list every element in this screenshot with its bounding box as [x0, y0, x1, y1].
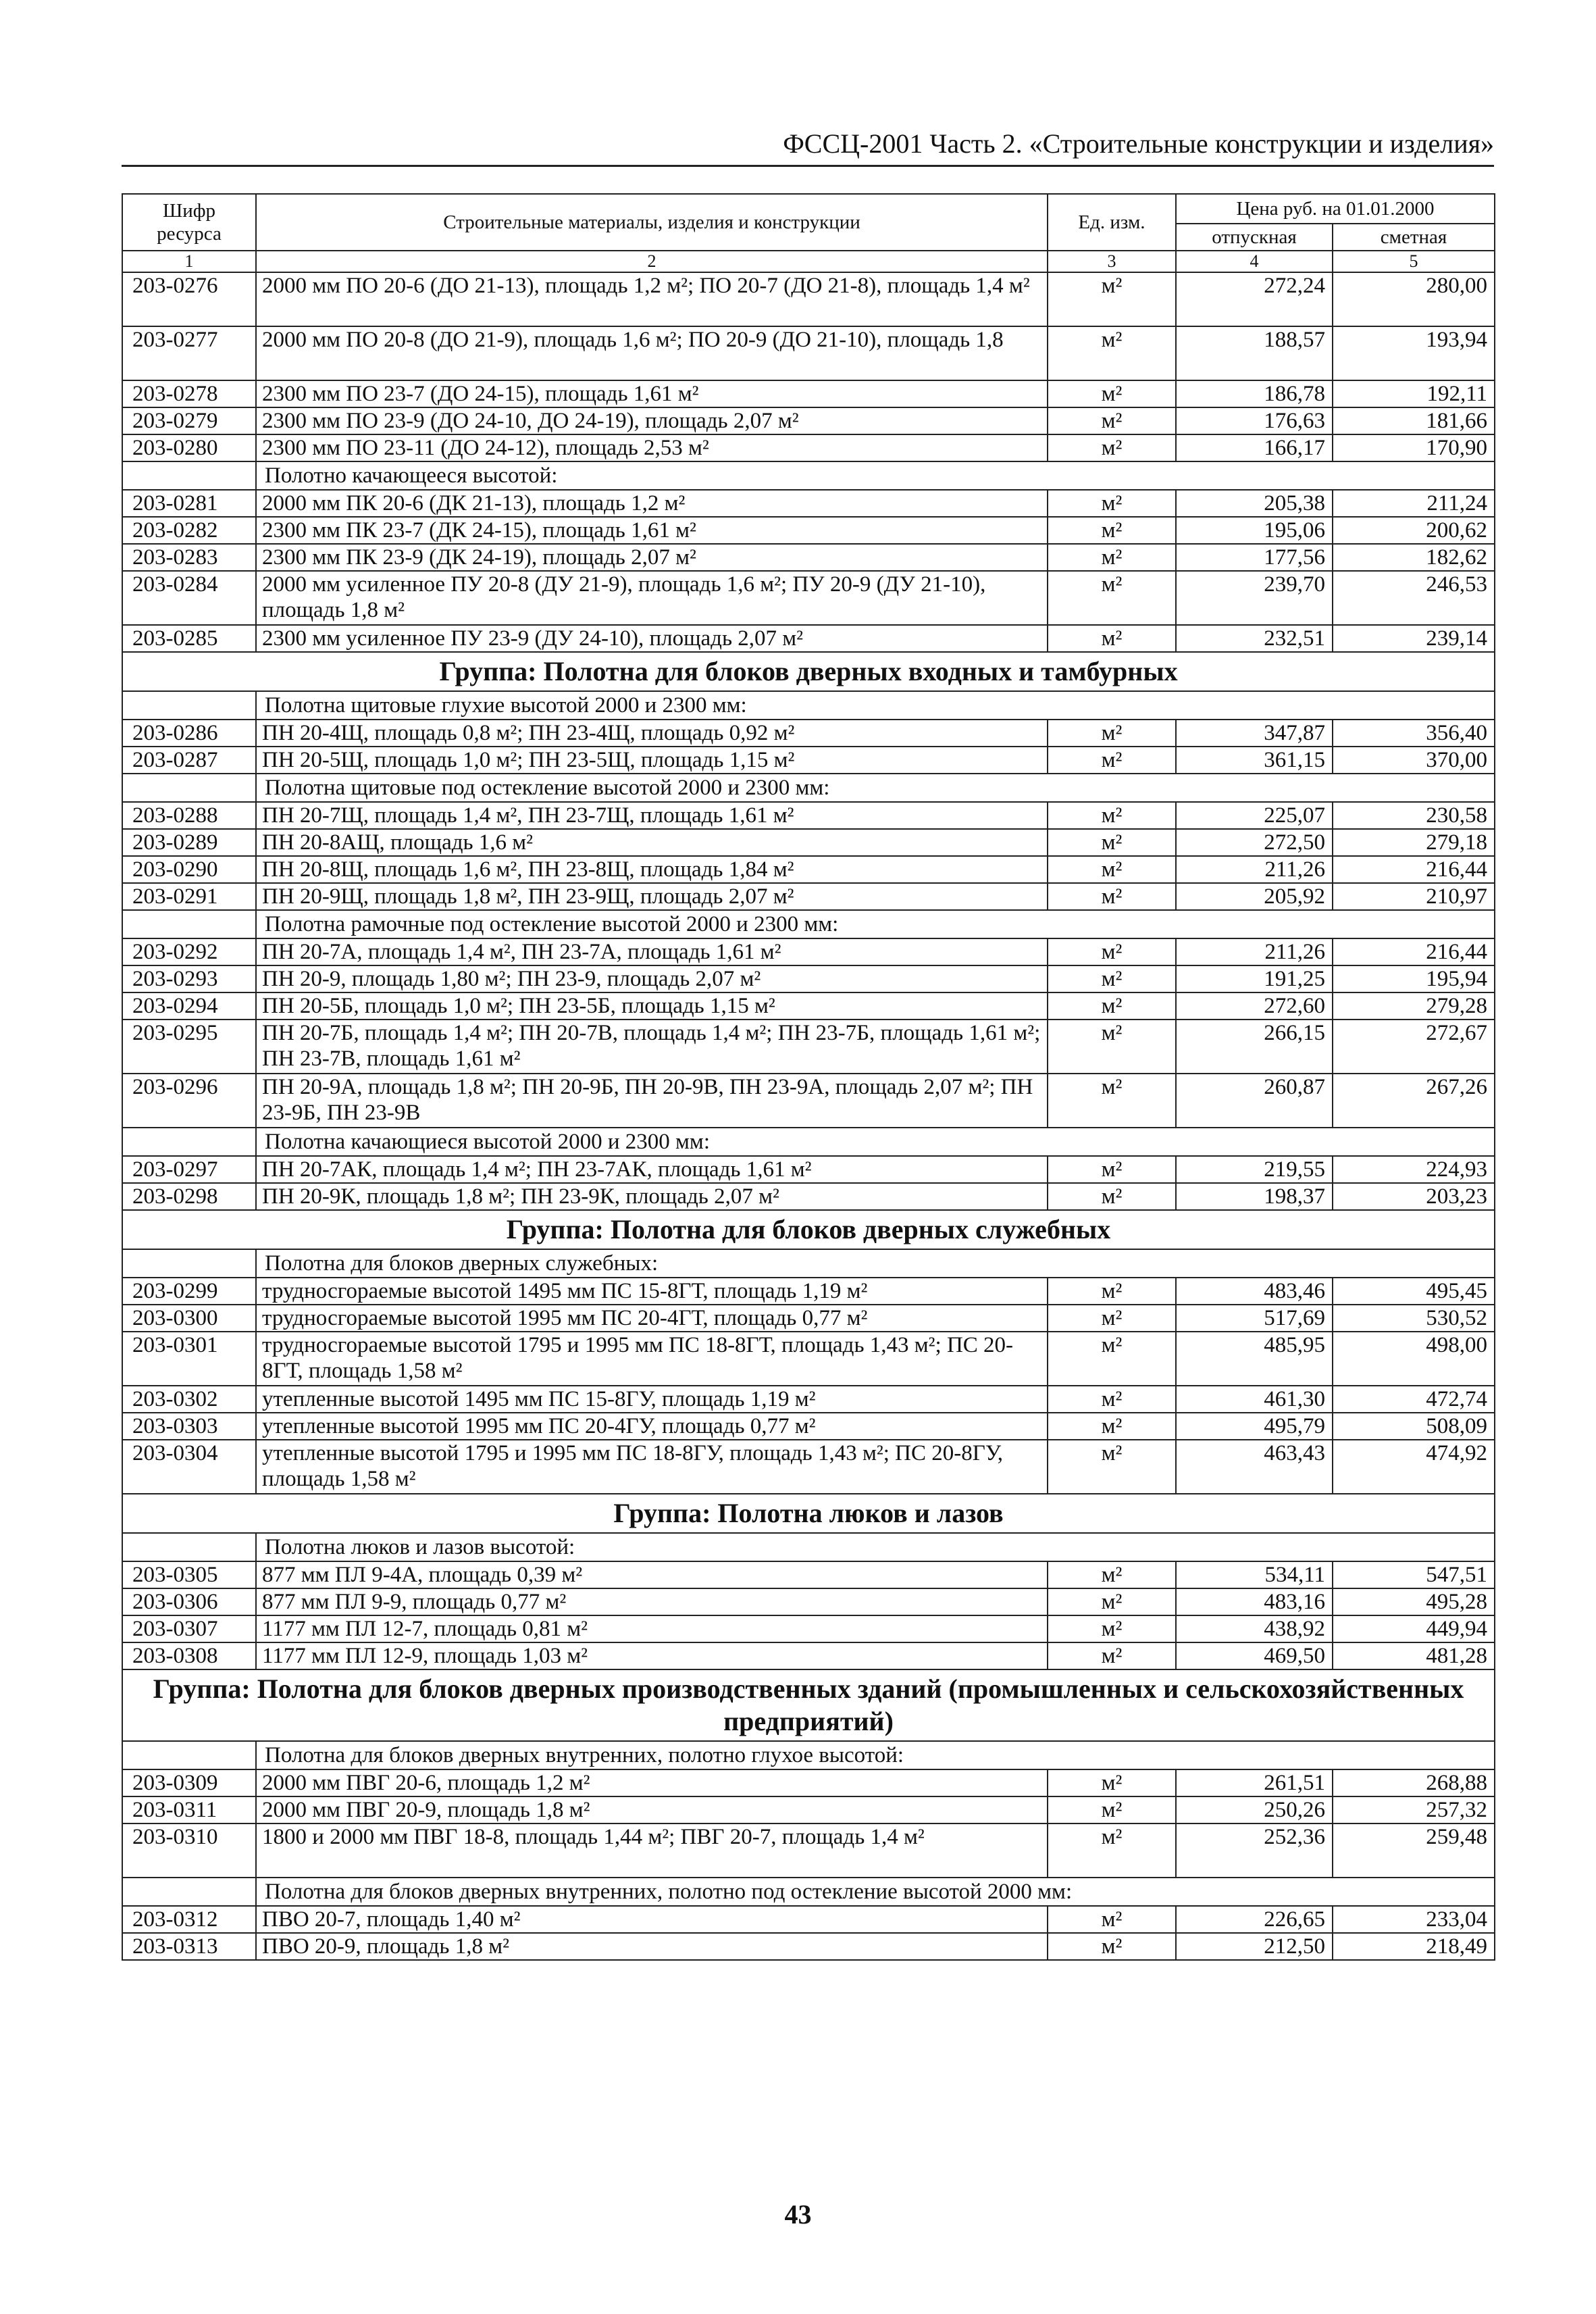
table-row — [122, 1615, 1495, 1642]
resource-code: 203-0296 — [122, 1074, 256, 1128]
item-name: ПН 20-7Щ, площадь 1,4 м², ПН 23-7Щ, площадь 1,61 м² — [256, 802, 1048, 829]
resource-code: 203-0295 — [122, 1020, 256, 1074]
table-row — [122, 1933, 1495, 1960]
price-release: 195,06 — [1176, 517, 1333, 544]
unit: м² — [1048, 490, 1176, 517]
resource-code: 203-0298 — [122, 1183, 256, 1210]
resource-code: 203-0287 — [122, 747, 256, 774]
price-estimate: 224,93 — [1333, 1156, 1495, 1183]
table-row — [122, 1588, 1495, 1615]
price-release: 272,24 — [1176, 272, 1333, 326]
unit: м² — [1048, 938, 1176, 965]
table-row — [122, 1796, 1495, 1823]
price-release: 461,30 — [1176, 1386, 1333, 1413]
item-name: ПН 20-7АК, площадь 1,4 м²; ПН 23-7АК, площадь 1,61 м² — [256, 1156, 1048, 1183]
resource-code: 203-0300 — [122, 1305, 256, 1332]
item-name: ПВО 20-7, площадь 1,40 м² — [256, 1906, 1048, 1933]
item-name: ПН 20-9А, площадь 1,8 м²; ПН 20-9Б, ПН 20-9В, ПН 23-9А, площадь 2,07 м²; ПН 23-9Б, ПН 23-9В — [256, 1074, 1048, 1128]
item-name: 2300 мм ПО 23-7 (ДО 24-15), площадь 1,61 м² — [256, 380, 1048, 407]
table-row — [122, 1440, 1495, 1494]
group-heading: Группа: Полотна люков и лазов — [122, 1494, 1495, 1533]
price-estimate: 356,40 — [1333, 720, 1495, 747]
table-row — [122, 326, 1495, 380]
subheading-text: Полотна для блоков дверных внутренних, полотно под остекление высотой 2000 мм: — [256, 1878, 1495, 1906]
resource-code: 203-0282 — [122, 517, 256, 544]
resource-code: 203-0277 — [122, 326, 256, 380]
price-release: 534,11 — [1176, 1561, 1333, 1588]
price-release: 232,51 — [1176, 625, 1333, 652]
unit: м² — [1048, 1305, 1176, 1332]
table-row — [122, 1305, 1495, 1332]
resource-code: 203-0283 — [122, 544, 256, 571]
item-name: 1177 мм ПЛ 12-7, площадь 0,81 м² — [256, 1615, 1048, 1642]
price-estimate: 210,97 — [1333, 883, 1495, 910]
price-release: 211,26 — [1176, 856, 1333, 883]
table-row — [122, 1278, 1495, 1305]
unit: м² — [1048, 1440, 1176, 1494]
unit: м² — [1048, 720, 1176, 747]
price-estimate: 192,11 — [1333, 380, 1495, 407]
table-row — [122, 1823, 1495, 1878]
column-number: 3 — [1048, 251, 1176, 272]
price-release: 212,50 — [1176, 1933, 1333, 1960]
unit: м² — [1048, 625, 1176, 652]
price-estimate: 267,26 — [1333, 1074, 1495, 1128]
empty-cell — [122, 910, 256, 938]
unit: м² — [1048, 1933, 1176, 1960]
price-release: 517,69 — [1176, 1305, 1333, 1332]
table-row — [122, 1642, 1495, 1669]
unit: м² — [1048, 802, 1176, 829]
unit: м² — [1048, 747, 1176, 774]
price-release: 239,70 — [1176, 571, 1333, 625]
column-number: 2 — [256, 251, 1048, 272]
item-name: 2000 мм ПО 20-8 (ДО 21-9), площадь 1,6 м²; ПО 20-9 (ДО 21-10), площадь 1,8 — [256, 326, 1048, 380]
unit: м² — [1048, 1769, 1176, 1796]
resource-code: 203-0307 — [122, 1615, 256, 1642]
price-estimate: 230,58 — [1333, 802, 1495, 829]
table-row — [122, 1156, 1495, 1183]
item-name: ПН 20-7А, площадь 1,4 м², ПН 23-7А, площадь 1,61 м² — [256, 938, 1048, 965]
header-code: Шифр ресурса — [122, 194, 256, 251]
price-release: 225,07 — [1176, 802, 1333, 829]
table-row — [122, 407, 1495, 434]
item-name: ПН 20-9, площадь 1,80 м²; ПН 23-9, площадь 2,07 м² — [256, 965, 1048, 992]
table-row — [122, 544, 1495, 571]
subheading-row — [122, 1128, 1495, 1156]
item-name: 2000 мм ПО 20-6 (ДО 21-13), площадь 1,2 м²; ПО 20-7 (ДО 21-8), площадь 1,4 м² — [256, 272, 1048, 326]
header-name: Строительные материалы, изделия и конструкции — [256, 194, 1048, 251]
resource-code: 203-0310 — [122, 1823, 256, 1878]
table-row — [122, 720, 1495, 747]
unit: м² — [1048, 856, 1176, 883]
price-estimate: 280,00 — [1333, 272, 1495, 326]
resource-code: 203-0286 — [122, 720, 256, 747]
subheading-text: Полотна щитовые под остекление высотой 2000 и 2300 мм: — [256, 774, 1495, 802]
table-row — [122, 517, 1495, 544]
subheading-row — [122, 910, 1495, 938]
table-row — [122, 1769, 1495, 1796]
empty-cell — [122, 1878, 256, 1906]
group-heading-row — [122, 652, 1495, 691]
price-release: 495,79 — [1176, 1413, 1333, 1440]
item-name: ПН 20-9К, площадь 1,8 м²; ПН 23-9К, площадь 2,07 м² — [256, 1183, 1048, 1210]
price-release: 469,50 — [1176, 1642, 1333, 1669]
price-release: 266,15 — [1176, 1020, 1333, 1074]
price-estimate: 259,48 — [1333, 1823, 1495, 1878]
unit: м² — [1048, 1906, 1176, 1933]
resource-code: 203-0293 — [122, 965, 256, 992]
table-row — [122, 1020, 1495, 1074]
item-name: 1800 и 2000 мм ПВГ 18-8, площадь 1,44 м²; ПВГ 20-7, площадь 1,4 м² — [256, 1823, 1048, 1878]
price-release: 261,51 — [1176, 1769, 1333, 1796]
price-estimate: 193,94 — [1333, 326, 1495, 380]
price-release: 361,15 — [1176, 747, 1333, 774]
column-number: 5 — [1333, 251, 1495, 272]
price-release: 219,55 — [1176, 1156, 1333, 1183]
item-name: трудносгораемые высотой 1795 и 1995 мм ПС 18-8ГТ, площадь 1,43 м²; ПС 20-8ГТ, площадь 1,58 м² — [256, 1332, 1048, 1386]
unit: м² — [1048, 517, 1176, 544]
column-number: 4 — [1176, 251, 1333, 272]
page-number: 43 — [784, 2199, 812, 2230]
item-name: 2000 мм ПВГ 20-9, площадь 1,8 м² — [256, 1796, 1048, 1823]
unit: м² — [1048, 1278, 1176, 1305]
price-estimate: 195,94 — [1333, 965, 1495, 992]
price-release: 177,56 — [1176, 544, 1333, 571]
item-name: утепленные высотой 1795 и 1995 мм ПС 18-8ГУ, площадь 1,43 м²; ПС 20-8ГУ, площадь 1,58 м² — [256, 1440, 1048, 1494]
table-row — [122, 992, 1495, 1020]
unit: м² — [1048, 1386, 1176, 1413]
group-heading-row — [122, 1494, 1495, 1533]
header-price-estimate: сметная — [1333, 224, 1495, 251]
price-estimate: 218,49 — [1333, 1933, 1495, 1960]
price-release: 483,16 — [1176, 1588, 1333, 1615]
item-name: 2300 мм ПО 23-11 (ДО 24-12), площадь 2,53 м² — [256, 434, 1048, 461]
resource-code: 203-0305 — [122, 1561, 256, 1588]
resource-code: 203-0294 — [122, 992, 256, 1020]
resource-code: 203-0306 — [122, 1588, 256, 1615]
price-release: 272,60 — [1176, 992, 1333, 1020]
unit: м² — [1048, 1823, 1176, 1878]
resource-code: 203-0291 — [122, 883, 256, 910]
table-row — [122, 829, 1495, 856]
subheading-text: Полотно качающееся высотой: — [256, 461, 1495, 490]
table-row — [122, 490, 1495, 517]
item-name: ПН 20-8АЩ, площадь 1,6 м² — [256, 829, 1048, 856]
table-row — [122, 1183, 1495, 1210]
resource-code: 203-0301 — [122, 1332, 256, 1386]
resource-code: 203-0297 — [122, 1156, 256, 1183]
price-release: 463,43 — [1176, 1440, 1333, 1494]
item-name: утепленные высотой 1495 мм ПС 15-8ГУ, площадь 1,19 м² — [256, 1386, 1048, 1413]
price-release: 252,36 — [1176, 1823, 1333, 1878]
subheading-row — [122, 461, 1495, 490]
unit: м² — [1048, 1615, 1176, 1642]
price-release: 205,38 — [1176, 490, 1333, 517]
empty-cell — [122, 1249, 256, 1278]
unit: м² — [1048, 1642, 1176, 1669]
resource-code: 203-0288 — [122, 802, 256, 829]
item-name: 2000 мм ПК 20-6 (ДК 21-13), площадь 1,2 м² — [256, 490, 1048, 517]
price-release: 260,87 — [1176, 1074, 1333, 1128]
empty-cell — [122, 1741, 256, 1769]
empty-cell — [122, 774, 256, 802]
price-estimate: 211,24 — [1333, 490, 1495, 517]
price-estimate: 279,28 — [1333, 992, 1495, 1020]
unit: м² — [1048, 1588, 1176, 1615]
unit: м² — [1048, 883, 1176, 910]
item-name: ПН 20-5Щ, площадь 1,0 м²; ПН 23-5Щ, площадь 1,15 м² — [256, 747, 1048, 774]
table-row — [122, 380, 1495, 407]
subheading-text: Полотна люков и лазов высотой: — [256, 1533, 1495, 1561]
subheading-text: Полотна рамочные под остекление высотой 2000 и 2300 мм: — [256, 910, 1495, 938]
price-estimate: 239,14 — [1333, 625, 1495, 652]
unit: м² — [1048, 1020, 1176, 1074]
table-header — [122, 194, 1495, 272]
item-name: ПН 20-9Щ, площадь 1,8 м², ПН 23-9Щ, площадь 2,07 м² — [256, 883, 1048, 910]
item-name: 1177 мм ПЛ 12-9, площадь 1,03 м² — [256, 1642, 1048, 1669]
resource-code: 203-0281 — [122, 490, 256, 517]
empty-cell — [122, 461, 256, 490]
subheading-text: Полотна для блоков дверных служебных: — [256, 1249, 1495, 1278]
subheading-row — [122, 691, 1495, 720]
resource-code: 203-0290 — [122, 856, 256, 883]
unit: м² — [1048, 1183, 1176, 1210]
price-estimate: 498,00 — [1333, 1332, 1495, 1386]
item-name: трудносгораемые высотой 1495 мм ПС 15-8ГТ, площадь 1,19 м² — [256, 1278, 1048, 1305]
group-heading: Группа: Полотна для блоков дверных входных и тамбурных — [122, 652, 1495, 691]
item-name: ПВО 20-9, площадь 1,8 м² — [256, 1933, 1048, 1960]
header-unit: Ед. изм. — [1048, 194, 1176, 251]
price-estimate: 370,00 — [1333, 747, 1495, 774]
unit: м² — [1048, 992, 1176, 1020]
group-heading-row — [122, 1669, 1495, 1741]
unit: м² — [1048, 1413, 1176, 1440]
price-release: 483,46 — [1176, 1278, 1333, 1305]
header-price-release: отпускная — [1176, 224, 1333, 251]
header-price: Цена руб. на 01.01.2000 — [1176, 194, 1495, 224]
table-row — [122, 272, 1495, 326]
subheading-row — [122, 774, 1495, 802]
subheading-row — [122, 1249, 1495, 1278]
resource-code: 203-0280 — [122, 434, 256, 461]
empty-cell — [122, 691, 256, 720]
resource-code: 203-0276 — [122, 272, 256, 326]
price-release: 272,50 — [1176, 829, 1333, 856]
table-body — [122, 272, 1495, 1960]
table-row — [122, 1906, 1495, 1933]
resource-code: 203-0308 — [122, 1642, 256, 1669]
price-release: 176,63 — [1176, 407, 1333, 434]
table-row — [122, 883, 1495, 910]
price-estimate: 181,66 — [1333, 407, 1495, 434]
subheading-row — [122, 1741, 1495, 1769]
price-release: 186,78 — [1176, 380, 1333, 407]
price-release: 485,95 — [1176, 1332, 1333, 1386]
price-release: 188,57 — [1176, 326, 1333, 380]
price-estimate: 495,45 — [1333, 1278, 1495, 1305]
resource-code: 203-0302 — [122, 1386, 256, 1413]
price-release: 438,92 — [1176, 1615, 1333, 1642]
unit: м² — [1048, 272, 1176, 326]
group-heading: Группа: Полотна для блоков дверных служебных — [122, 1210, 1495, 1249]
resource-code: 203-0313 — [122, 1933, 256, 1960]
price-estimate: 216,44 — [1333, 856, 1495, 883]
subheading-text: Полотна щитовые глухие высотой 2000 и 2300 мм: — [256, 691, 1495, 720]
table-row — [122, 625, 1495, 652]
item-name: трудносгораемые высотой 1995 мм ПС 20-4ГТ, площадь 0,77 м² — [256, 1305, 1048, 1332]
price-estimate: 547,51 — [1333, 1561, 1495, 1588]
price-estimate: 182,62 — [1333, 544, 1495, 571]
price-release: 198,37 — [1176, 1183, 1333, 1210]
item-name: утепленные высотой 1995 мм ПС 20-4ГУ, площадь 0,77 м² — [256, 1413, 1048, 1440]
unit: м² — [1048, 407, 1176, 434]
price-estimate: 481,28 — [1333, 1642, 1495, 1669]
unit: м² — [1048, 1561, 1176, 1588]
item-name: 2300 мм ПО 23-9 (ДО 24-10, ДО 24-19), площадь 2,07 м² — [256, 407, 1048, 434]
price-estimate: 170,90 — [1333, 434, 1495, 461]
price-release: 211,26 — [1176, 938, 1333, 965]
table-row — [122, 1386, 1495, 1413]
item-name: 877 мм ПЛ 9-9, площадь 0,77 м² — [256, 1588, 1048, 1615]
group-heading: Группа: Полотна для блоков дверных производственных зданий (промышленных и сельскохозяйственных предприятий) — [122, 1669, 1495, 1741]
resource-code: 203-0292 — [122, 938, 256, 965]
resource-code: 203-0304 — [122, 1440, 256, 1494]
table-row — [122, 802, 1495, 829]
resource-code: 203-0311 — [122, 1796, 256, 1823]
price-release: 250,26 — [1176, 1796, 1333, 1823]
unit: м² — [1048, 544, 1176, 571]
price-estimate: 268,88 — [1333, 1769, 1495, 1796]
resource-code: 203-0284 — [122, 571, 256, 625]
column-number: 1 — [122, 251, 256, 272]
unit: м² — [1048, 1156, 1176, 1183]
price-release: 191,25 — [1176, 965, 1333, 992]
unit: м² — [1048, 380, 1176, 407]
price-release: 205,92 — [1176, 883, 1333, 910]
item-name: ПН 20-8Щ, площадь 1,6 м², ПН 23-8Щ, площадь 1,84 м² — [256, 856, 1048, 883]
price-release: 347,87 — [1176, 720, 1333, 747]
item-name: 2000 мм усиленное ПУ 20-8 (ДУ 21-9), площадь 1,6 м²; ПУ 20-9 (ДУ 21-10), площадь 1,8 м² — [256, 571, 1048, 625]
item-name: 877 мм ПЛ 9-4А, площадь 0,39 м² — [256, 1561, 1048, 1588]
price-estimate: 200,62 — [1333, 517, 1495, 544]
unit: м² — [1048, 965, 1176, 992]
table-row — [122, 747, 1495, 774]
unit: м² — [1048, 571, 1176, 625]
table-row — [122, 1332, 1495, 1386]
price-estimate: 508,09 — [1333, 1413, 1495, 1440]
item-name: 2300 мм усиленное ПУ 23-9 (ДУ 24-10), площадь 2,07 м² — [256, 625, 1048, 652]
resource-code: 203-0303 — [122, 1413, 256, 1440]
price-estimate: 449,94 — [1333, 1615, 1495, 1642]
subheading-text: Полотна качающиеся высотой 2000 и 2300 мм: — [256, 1128, 1495, 1156]
column-number-row — [122, 251, 1495, 272]
price-estimate: 203,23 — [1333, 1183, 1495, 1210]
table-row — [122, 1561, 1495, 1588]
unit: м² — [1048, 1332, 1176, 1386]
header-rule — [122, 165, 1494, 167]
resource-code: 203-0279 — [122, 407, 256, 434]
resource-code: 203-0312 — [122, 1906, 256, 1933]
item-name: ПН 20-4Щ, площадь 0,8 м²; ПН 23-4Щ, площадь 0,92 м² — [256, 720, 1048, 747]
price-estimate: 233,04 — [1333, 1906, 1495, 1933]
unit: м² — [1048, 829, 1176, 856]
price-estimate: 495,28 — [1333, 1588, 1495, 1615]
subheading-row — [122, 1533, 1495, 1561]
price-estimate: 272,67 — [1333, 1020, 1495, 1074]
item-name: ПН 20-5Б, площадь 1,0 м²; ПН 23-5Б, площадь 1,15 м² — [256, 992, 1048, 1020]
price-estimate: 474,92 — [1333, 1440, 1495, 1494]
price-table — [122, 193, 1495, 1961]
empty-cell — [122, 1533, 256, 1561]
price-release: 226,65 — [1176, 1906, 1333, 1933]
running-head: ФССЦ-2001 Часть 2. «Строительные конструкции и изделия» — [783, 128, 1494, 159]
item-name: 2300 мм ПК 23-9 (ДК 24-19), площадь 2,07 м² — [256, 544, 1048, 571]
table-row — [122, 1413, 1495, 1440]
price-estimate: 216,44 — [1333, 938, 1495, 965]
table-row — [122, 1074, 1495, 1128]
unit: м² — [1048, 434, 1176, 461]
item-name: 2000 мм ПВГ 20-6, площадь 1,2 м² — [256, 1769, 1048, 1796]
price-estimate: 472,74 — [1333, 1386, 1495, 1413]
table-row — [122, 965, 1495, 992]
price-estimate: 246,53 — [1333, 571, 1495, 625]
table-row — [122, 856, 1495, 883]
unit: м² — [1048, 1074, 1176, 1128]
table-row — [122, 938, 1495, 965]
price-release: 166,17 — [1176, 434, 1333, 461]
item-name: 2300 мм ПК 23-7 (ДК 24-15), площадь 1,61 м² — [256, 517, 1048, 544]
resource-code: 203-0285 — [122, 625, 256, 652]
resource-code: 203-0299 — [122, 1278, 256, 1305]
resource-code: 203-0309 — [122, 1769, 256, 1796]
price-estimate: 530,52 — [1333, 1305, 1495, 1332]
group-heading-row — [122, 1210, 1495, 1249]
unit: м² — [1048, 1796, 1176, 1823]
resource-code: 203-0278 — [122, 380, 256, 407]
resource-code: 203-0289 — [122, 829, 256, 856]
subheading-text: Полотна для блоков дверных внутренних, полотно глухое высотой: — [256, 1741, 1495, 1769]
item-name: ПН 20-7Б, площадь 1,4 м²; ПН 20-7В, площадь 1,4 м²; ПН 23-7Б, площадь 1,61 м²; ПН 23-7В, площадь 1,61 м² — [256, 1020, 1048, 1074]
price-estimate: 279,18 — [1333, 829, 1495, 856]
price-estimate: 257,32 — [1333, 1796, 1495, 1823]
subheading-row — [122, 1878, 1495, 1906]
unit: м² — [1048, 326, 1176, 380]
table-row — [122, 434, 1495, 461]
table-row — [122, 571, 1495, 625]
empty-cell — [122, 1128, 256, 1156]
